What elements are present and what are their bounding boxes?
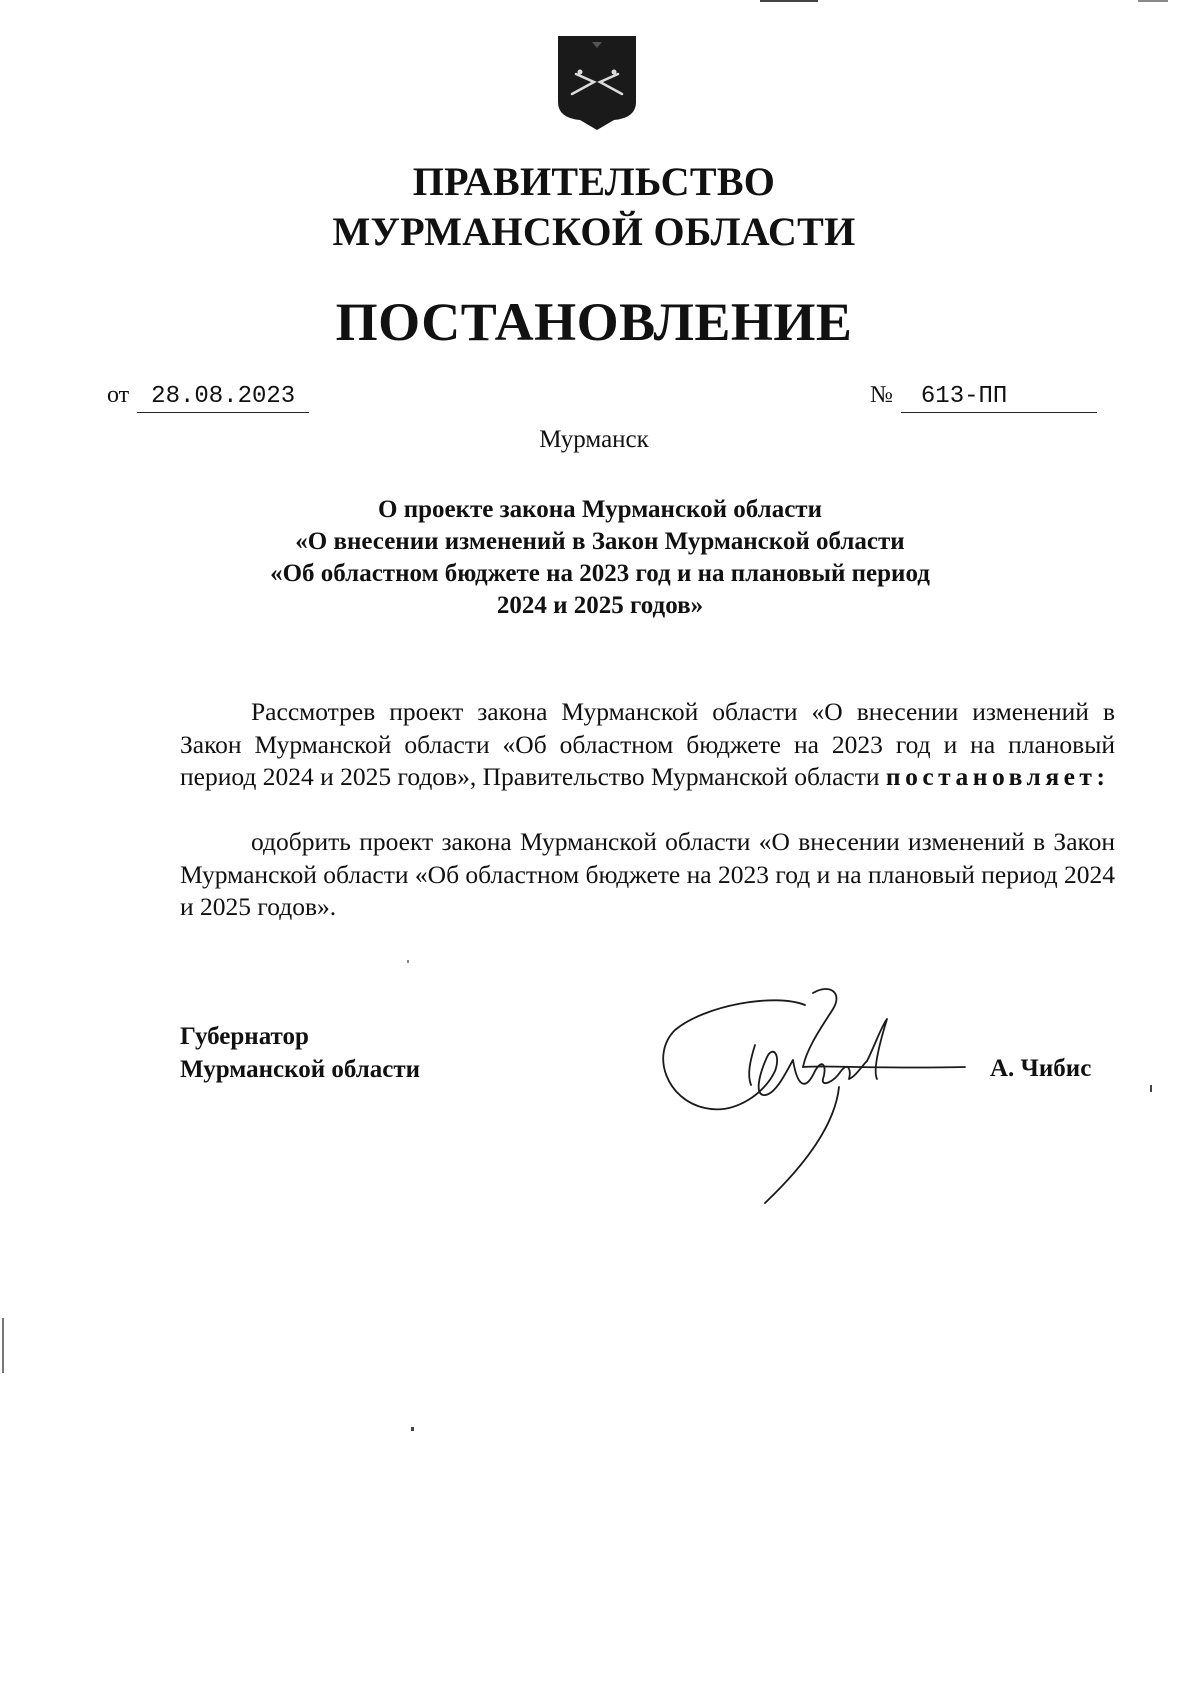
position-line: Мурманской области [180, 1056, 421, 1083]
subject-line: 2024 и 2025 годов» [496, 592, 704, 619]
scan-artifact [1138, 0, 1168, 2]
handwritten-signature [655, 975, 975, 1215]
date-row [107, 380, 309, 413]
resolution-verb: постановляет: [885, 762, 1110, 791]
body-paragraph-2 [180, 826, 1115, 924]
document-date: 28.08.2023 [137, 382, 309, 413]
scan-artifact [1150, 1085, 1152, 1092]
government-name-line2: МУРМАНСКОЙ ОБЛАСТИ [332, 209, 856, 254]
subject-line: О проекте закона Мурманской области [378, 496, 822, 523]
government-name-line1: ПРАВИТЕЛЬСТВО [412, 159, 776, 204]
document-number: 613-ПП [901, 382, 1097, 413]
signatory-name: А. Чибис [990, 1055, 1092, 1082]
subject-line: «Об областном бюджете на 2023 год и на плановый период [270, 560, 930, 587]
paragraph-text: Рассмотрев проект закона Мурманской области «О внесении изменений в Закон Мурманской области «Об областном бюджете на 2023 год и на плановый период 2024 и 2025 годов», Правительство Мурманской области [180, 697, 1115, 791]
date-prefix: от [107, 382, 130, 408]
scan-artifact [760, 0, 818, 2]
position-line: Губернатор [180, 1023, 309, 1050]
document-subject [200, 494, 1000, 622]
number-row [870, 380, 1097, 413]
scan-artifact [2, 1318, 4, 1373]
coat-of-arms-icon [554, 32, 640, 132]
subject-line: «О внесении изменений в Закон Мурманской области [295, 528, 905, 555]
body-paragraph-1 [180, 696, 1115, 794]
paragraph-text: одобрить проект закона Мурманской области «О внесении изменений в Закон Мурманской области «Об областном бюджете на 2023 год и на плановый период 2024 и 2025 годов». [180, 827, 1115, 921]
document-type: ПОСТАНОВЛЕНИЕ [335, 292, 853, 352]
number-prefix: № [870, 382, 893, 408]
scan-artifact [411, 1427, 414, 1431]
city: Мурманск [539, 426, 649, 453]
scan-artifact [407, 960, 409, 963]
signatory-position [180, 1020, 420, 1086]
